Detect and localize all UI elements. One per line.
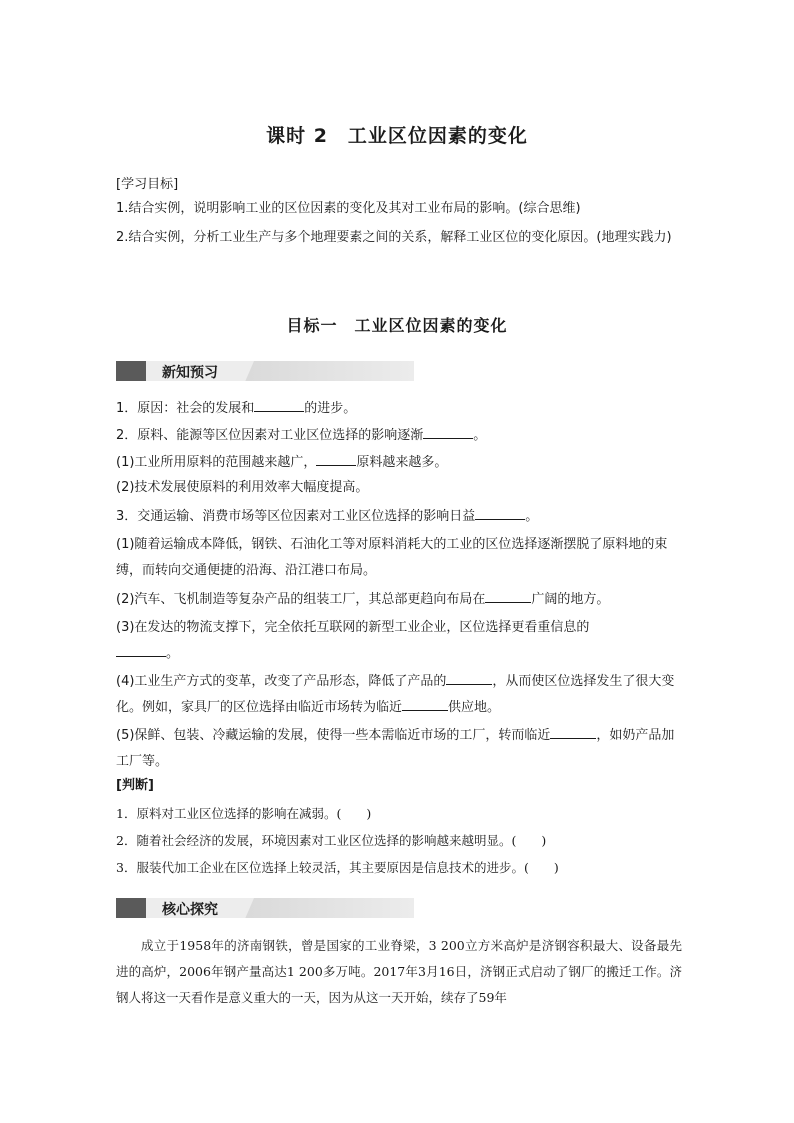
- preview-line-3: [116, 451, 686, 473]
- judge-item-3: 3．服装代加工企业在区位选择上较灵活，其主要原因是信息技术的进步。( ): [116, 860, 559, 875]
- text: 2．原料、能源等区位因素对工业区位选择的影响逐渐: [116, 428, 424, 443]
- preview-line-9: [116, 669, 686, 721]
- text: (5)保鲜、包装、冷藏运输的发展，使得一些本需临近市场的工厂，转而临近: [116, 728, 551, 743]
- preview-line-8: [116, 615, 686, 667]
- core-banner-label: 核心探究: [162, 902, 218, 918]
- fill-blank[interactable]: [485, 588, 531, 603]
- core-banner: [116, 898, 414, 918]
- preview-line-10: [116, 723, 686, 775]
- text: 供应地。: [448, 700, 501, 715]
- text: 3．交通运输、消费市场等区位因素对工业区位选择的影响日益: [116, 509, 476, 524]
- lesson-title: 课时 2 工业区位因素的变化: [266, 125, 528, 147]
- learning-goal-2: 2.结合实例，分析工业生产与多个地理要素之间的关系，解释工业区位的变化原因。(地理实践力): [116, 230, 672, 245]
- text: 的进步。: [304, 401, 357, 416]
- section-title: 目标一 工业区位因素的变化: [286, 316, 508, 335]
- text: (2)汽车、飞机制造等复杂产品的组装工厂，其总部更趋向布局在: [116, 592, 486, 607]
- judge-item-1: 1．原料对工业区位选择的影响在减弱。( ): [116, 806, 372, 821]
- text: (1)工业所用原料的范围越来越广，: [116, 455, 317, 470]
- text: 。: [473, 428, 487, 443]
- text: 广阔的地方。: [531, 592, 610, 607]
- preview-line-6: (1)随着运输成本降低，钢铁、石油化工等对原料消耗大的工业的区位选择逐渐摆脱了原料地的束缚，而转向交通便捷的沿海、沿江港口布局。: [116, 537, 668, 578]
- fill-blank[interactable]: [475, 505, 525, 520]
- text: (3)在发达的物流支撑下，完全依托互联网的新型工业企业，区位选择更看重信息的: [116, 620, 590, 635]
- text: 原料越来越多。: [356, 455, 448, 470]
- core-paragraph: 成立于1958年的济南钢铁，曾是国家的工业脊梁，3 200立方米高炉是济钢容积最大、设备最先进的高炉，2006年钢产量高达1 200多万吨。2017年3月16日，济钢正式启动了钢厂的搬迁工作。济钢人将这一天看作是意义重大的一天，因为从这一天开始，续存了59年: [116, 938, 682, 1005]
- preview-banner-label: 新知预习: [162, 365, 218, 381]
- judge-tag: [判断]: [116, 778, 154, 793]
- preview-line-7: [116, 588, 686, 610]
- preview-banner: [116, 361, 414, 381]
- fill-blank[interactable]: [402, 696, 448, 711]
- text: (4)工业生产方式的变革，改变了产品形态，降低了产品的: [116, 674, 447, 689]
- fill-blank[interactable]: [446, 670, 492, 685]
- fill-blank[interactable]: [423, 424, 473, 439]
- fill-blank[interactable]: [254, 397, 304, 412]
- preview-line-5: [116, 505, 686, 527]
- preview-line-4: (2)技术发展使原料的利用效率大幅度提高。: [116, 480, 369, 495]
- text: ，如奶产品加工厂等。: [116, 728, 675, 769]
- fill-blank[interactable]: [116, 642, 166, 657]
- preview-line-2: [116, 424, 686, 446]
- text: 。: [166, 646, 180, 661]
- text: ，从而使区位选择发生了很大变化。例如，家具厂的区位选择由临近市场转为临近: [116, 674, 675, 715]
- text: 。: [525, 509, 539, 524]
- fill-blank[interactable]: [316, 451, 356, 466]
- preview-line-1: [116, 397, 686, 419]
- fill-blank[interactable]: [550, 724, 596, 739]
- judge-item-2: 2．随着社会经济的发展，环境因素对工业区位选择的影响越来越明显。( ): [116, 833, 547, 848]
- text: 1．原因：社会的发展和: [116, 401, 255, 416]
- learning-goal-1: 1.结合实例，说明影响工业的区位因素的变化及其对工业布局的影响。(综合思维): [116, 201, 581, 216]
- learning-goals-tag: [学习目标]: [116, 177, 179, 192]
